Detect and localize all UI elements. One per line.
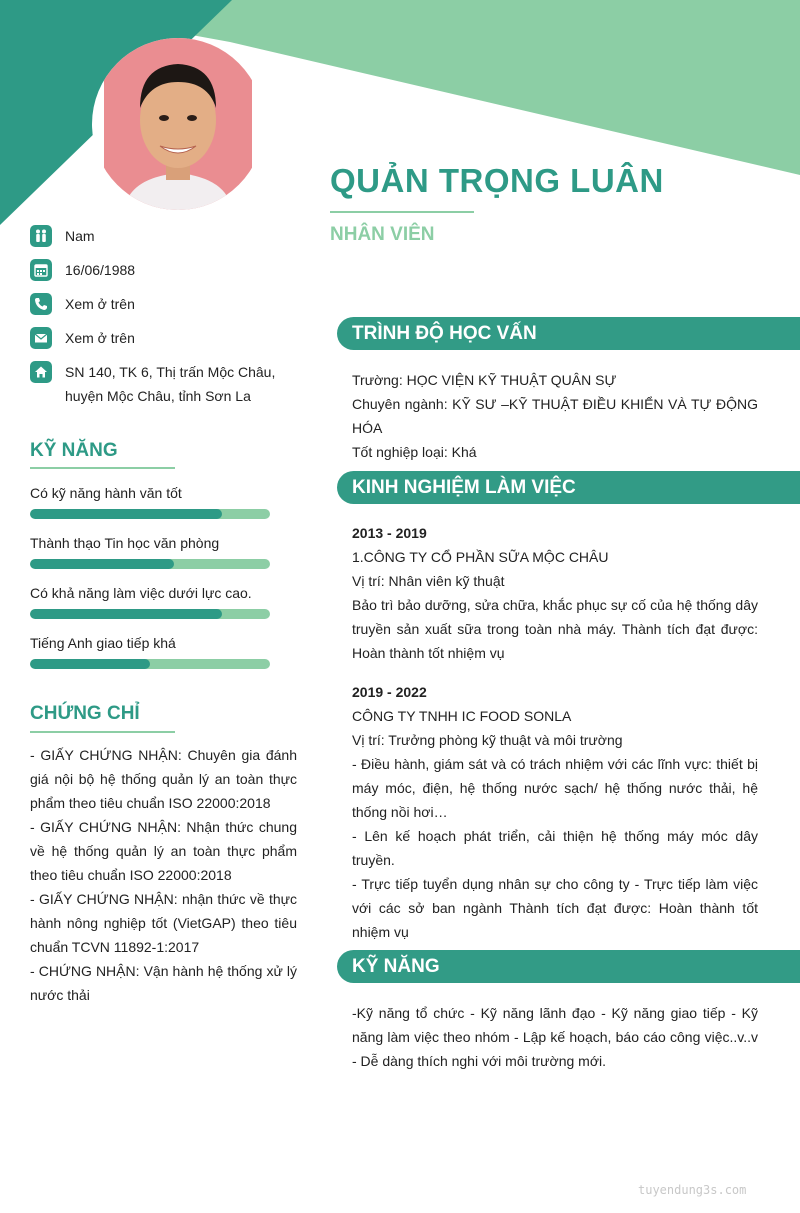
job-detail: - Trực tiếp tuyển dụng nhân sự cho công ty - Trực tiếp làm việc với các sở ban ngành Thành tích đạt được: Hoàn thành tốt nhiệm vụ (352, 876, 758, 940)
certificates-list (30, 743, 297, 1007)
phone-icon (30, 293, 52, 315)
skill-bar-fill (30, 509, 222, 519)
skill-bar (30, 509, 270, 519)
skill-bar-fill (30, 559, 174, 569)
skill-label: Có kỹ năng hành văn tốt (30, 485, 182, 501)
job-company: CÔNG TY TNHH IC FOOD SONLA (352, 708, 572, 724)
contact-email-text: Xem ở trên (65, 330, 135, 346)
skill-bar (30, 609, 270, 619)
education-major: Chuyên ngành: KỸ SƯ –KỸ THUẬT ĐIỀU KHIỂN VÀ TỰ ĐỘNG HÓA (352, 396, 758, 436)
education-heading: TRÌNH ĐỘ HỌC VẤN (337, 317, 800, 350)
skills-right-heading: KỸ NĂNG (337, 950, 800, 983)
skill-bar (30, 659, 270, 669)
contact-phone-text: Xem ở trên (65, 296, 135, 312)
skill-bar-fill (30, 659, 150, 669)
name-underline (330, 211, 474, 213)
certificate-item: - GIẤY CHỨNG NHẬN: nhận thức về thực hành nông nghiệp tốt (VietGAP) theo tiêu chuẩn TCVN 11892-1:2017 (30, 891, 297, 955)
email-icon (30, 327, 52, 349)
profile-photo (104, 38, 252, 210)
skill-item (30, 583, 270, 633)
contact-gender (30, 224, 300, 248)
skill-item (30, 533, 270, 583)
job-detail: - Lên kế hoạch phát triển, cải thiện hệ thống máy móc dây truyền. (352, 828, 758, 868)
skills-heading: KỸ NĂNG (30, 440, 118, 461)
contact-birthdate (30, 258, 300, 282)
job-position: Vị trí: Trưởng phòng kỹ thuật và môi trường (352, 732, 623, 748)
contact-address (30, 360, 300, 408)
candidate-name: QUẢN TRỌNG LUÂN (330, 162, 664, 199)
job-1 (352, 521, 758, 665)
certificate-item: - CHỨNG NHẬN: Vận hành hệ thống xử lý nước thải (30, 963, 297, 1003)
job-position: Vị trí: Nhân viên kỹ thuật (352, 573, 505, 589)
home-icon (30, 361, 52, 383)
avatar (92, 38, 264, 210)
job-detail: Bảo trì bảo dưỡng, sửa chữa, khắc phục sự cố của hệ thống dây truyền sản xuất sữa trong toàn nhà máy. Thành tích đạt được: Hoàn thành tốt nhiệm vụ (352, 597, 758, 661)
contact-email (30, 326, 300, 350)
skill-label: Thành thạo Tin học văn phòng (30, 535, 220, 551)
job-period: 2013 - 2019 (352, 525, 427, 541)
skill-item (30, 633, 270, 683)
certificates-underline (30, 731, 175, 733)
education-school: Trường: HỌC VIỆN KỸ THUẬT QUÂN SỰ (352, 372, 617, 388)
contact-phone (30, 292, 300, 316)
skill-bar (30, 559, 270, 569)
contact-address-text: SN 140, TK 6, Thị trấn Mộc Châu, huyện Mộc Châu, tỉnh Sơn La (65, 364, 276, 404)
skill-label: Tiếng Anh giao tiếp khá (30, 635, 176, 651)
skills-right-block (352, 1001, 758, 1073)
experience-heading: KINH NGHIỆM LÀM VIỆC (337, 471, 800, 504)
job-detail: - Điều hành, giám sát và có trách nhiệm với các lĩnh vực: thiết bị máy móc, điện, hệ thống nước sạch/ hệ thống nước thải, hệ thống nồi hơi… (352, 756, 758, 820)
education-grade: Tốt nghiệp loại: Khá (352, 444, 477, 460)
skill-label: Có khả năng làm việc dưới lực cao. (30, 585, 252, 601)
skill-item (30, 483, 270, 533)
education-block (352, 368, 758, 464)
contact-list (30, 224, 300, 418)
gender-icon (30, 225, 52, 247)
contact-gender-text: Nam (65, 228, 95, 244)
certificates-heading: CHỨNG CHỈ (30, 703, 140, 724)
certificate-item: - GIẤY CHỨNG NHẬN: Nhận thức chung về hệ thống quản lý an toàn thực phẩm theo tiêu chuẩn ISO 22000:2018 (30, 819, 297, 883)
skill-bar-fill (30, 609, 222, 619)
contact-birthdate-text: 16/06/1988 (65, 262, 136, 278)
calendar-icon (30, 259, 52, 281)
skills-right-text: -Kỹ năng tổ chức - Kỹ năng lãnh đạo - Kỹ năng giao tiếp - Kỹ năng làm việc theo nhóm - Lập kế hoạch, báo cáo công việc..v..v - Dễ dàng thích nghi với môi trường mới. (352, 1005, 758, 1069)
skills-list (30, 483, 270, 683)
candidate-role: NHÂN VIÊN (330, 224, 435, 245)
job-period: 2019 - 2022 (352, 684, 427, 700)
skills-underline (30, 467, 175, 469)
job-2 (352, 680, 758, 944)
watermark: tuyendung3s.com (638, 1183, 747, 1197)
certificate-item: - GIẤY CHỨNG NHẬN: Chuyên gia đánh giá nội bộ hệ thống quản lý an toàn thực phẩm theo tiêu chuẩn ISO 22000:2018 (30, 747, 297, 811)
job-company: 1.CÔNG TY CỔ PHẦN SỮA MỘC CHÂU (352, 549, 609, 565)
